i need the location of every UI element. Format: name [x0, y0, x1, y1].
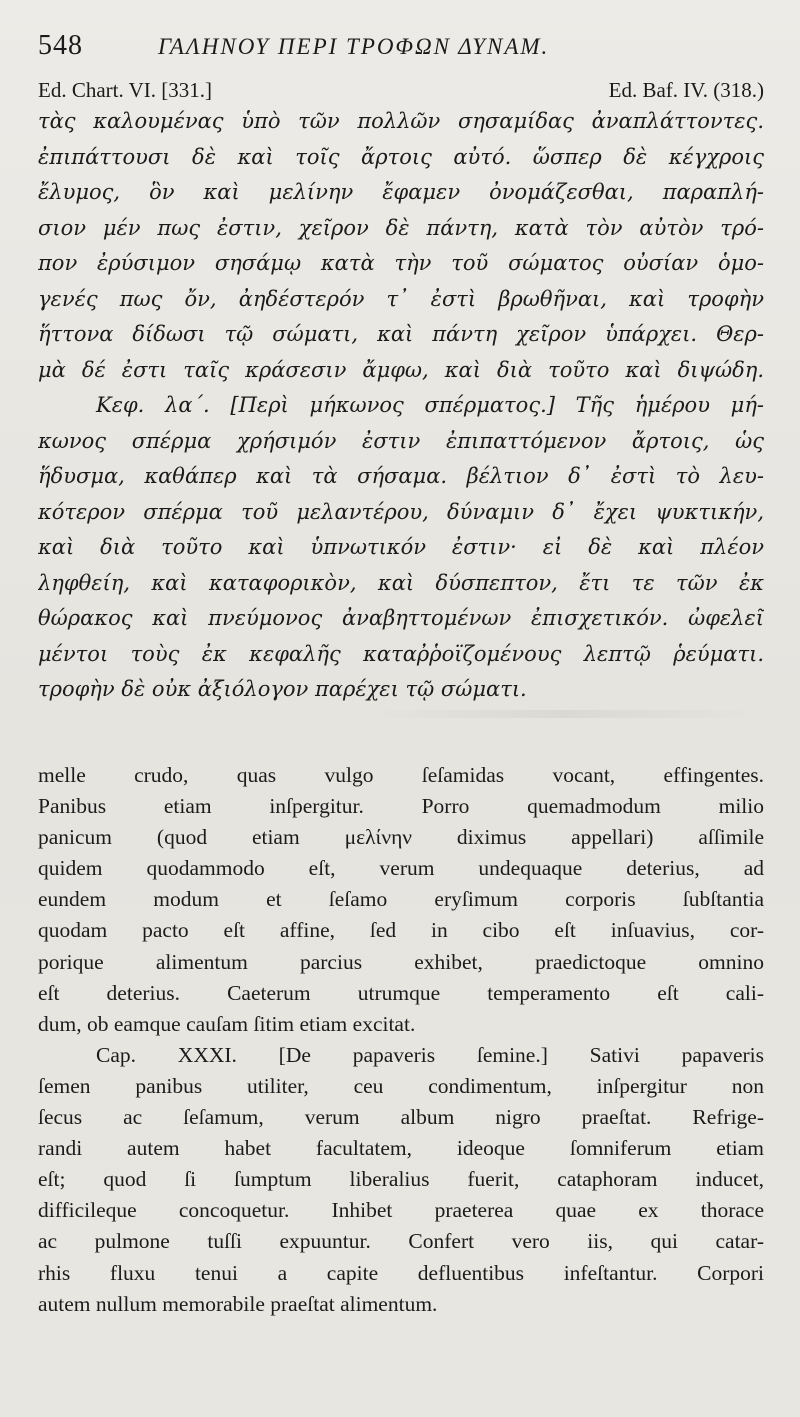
greek-line: θώρακος καὶ πνεύμονος ἀναβηττομένων ἐπισχετικόν. ὠφελεῖ [38, 606, 764, 630]
greek-line: ἐπιπάττουσι δὲ καὶ τοῖς ἄρτοις αὐτό. ὥσπερ δὲ κέγχροις [38, 144, 764, 169]
greek-line: καὶ διὰ τοῦτο καὶ ὑπνωτικόν ἐστιν· εἰ δὲ καὶ πλέον [38, 535, 764, 559]
greek-line: ἔλυμος, ὃν καὶ μελίνην ἔφαμεν ὀνομάζεσθαι, παραπλή- [38, 180, 764, 204]
latin-line: randi autem habet facultatem, ideoque ſomniferum etiam [38, 1136, 764, 1161]
latin-line: porique alimentum parcius exhibet, praedictoque omnino [38, 949, 764, 974]
running-title: ΓΑΛΗΝΟΥ ΠΕΡΙ ΤΡΟΦΩΝ ΔΥΝΑΜ. [158, 34, 550, 59]
greek-line: τὰς καλουμένας ὑπὸ τῶν πολλῶν σησαμίδας ἀναπλάττοντες. [38, 109, 764, 133]
edition-basel-reference: Ed. Baf. IV. (318.) [608, 78, 764, 102]
latin-line: ac pulmone tuſſi expuuntur. Confert vero iis, qui catar- [38, 1229, 764, 1254]
paper-smudge [368, 710, 758, 718]
greek-line: γενές πως ὄν, ἀηδέστερόν τ᾽ ἐστὶ βρωθῆναι, καὶ τροφὴν [38, 286, 764, 311]
greek-line: μέντοι τοὺς ἐκ κεφαλῆς καταῤῥοϊζομένους λεπτῷ ῥεύματι. [38, 641, 764, 666]
page-header [38, 30, 768, 64]
greek-line: ἥδυσμα, καθάπερ καὶ τὰ σήσαμα. βέλτιον δ᾽ ἐστὶ τὸ λευ- [38, 464, 764, 488]
latin-chapter-heading-line: Cap. XXXI. [De papaveris ſemine.] Sativi papaveris [96, 1042, 764, 1067]
latin-line: Panibus etiam inſpergitur. Porro quemadmodum milio [38, 794, 764, 819]
latin-line: eundem modum et ſeſamo eryſimum corporis ſubſtantia [38, 887, 764, 912]
edition-chart-reference: Ed. Chart. VI. [331.] [38, 78, 212, 102]
latin-line: panicum (quod etiam μελίνην diximus appellari) aſſimile [38, 825, 764, 850]
latin-line: rhis fluxu tenui a capite defluentibus infeſtantur. Corpori [38, 1260, 764, 1285]
latin-line: eſt; quod ſi ſumptum liberalius fuerit, cataphoram inducet, [38, 1167, 764, 1192]
latin-line: melle crudo, quas vulgo ſeſamidas vocant, effingentes. [38, 763, 764, 787]
latin-line: ſecus ac ſeſamum, verum album nigro praeſtat. Refrige- [38, 1105, 764, 1130]
page-number: 548 [38, 30, 83, 61]
greek-line: τροφὴν δὲ οὐκ ἀξιόλογον παρέχει τῷ σώματι. [38, 677, 527, 701]
greek-chapter-heading-line: Κεφ. λα΄. [Περὶ μήκωνος σπέρματος.] Τῆς ἡμέρου μή- [96, 393, 764, 417]
latin-line: autem nullum memorabile praeſtat alimentum. [38, 1291, 438, 1316]
latin-line: dum, ob eamque cauſam ſitim etiam excitat. [38, 1011, 416, 1036]
latin-text-block [38, 760, 764, 1320]
latin-line: difficileque concoquetur. Inhibet praeterea quae ex thorace [38, 1198, 764, 1223]
greek-line: κότερον σπέρμα τοῦ μελαντέρου, δύναμιν δ᾽ ἔχει ψυκτικήν, [38, 499, 764, 524]
greek-line: σιον μέν πως ἐστιν, χεῖρον δὲ πάντη, κατὰ τὸν αὐτὸν τρό- [38, 215, 764, 240]
greek-text-block [38, 104, 764, 708]
latin-line: ſemen panibus utiliter, ceu condimentum, inſpergitur non [38, 1073, 764, 1098]
latin-line: quidem quodammodo eſt, verum undequaque deterius, ad [38, 856, 764, 881]
greek-line: ἥττονα δίδωσι τῷ σώματι, καὶ πάντη χεῖρον ὑπάρχει. Θερ- [38, 322, 764, 346]
latin-line: eſt deterius. Caeterum utrumque temperamento eſt cali- [38, 980, 764, 1005]
greek-line: πον ἐρύσιμον σησάμῳ κατὰ τὴν τοῦ σώματος οὐσίαν ὁμο- [38, 251, 764, 275]
bleed-through-gap [38, 700, 764, 760]
latin-line: quodam pacto eſt affine, ſed in cibo eſt inſuavius, cor- [38, 918, 764, 943]
edition-references [38, 78, 764, 106]
greek-line: ληφθείη, καὶ καταφορικὸν, καὶ δύσπεπτον, ἔτι τε τῶν ἐκ [38, 570, 764, 595]
greek-line: κωνος σπέρμα χρήσιμόν ἐστιν ἐπιπαττόμενον ἄρτοις, ὡς [38, 428, 764, 453]
greek-line: μὰ δέ ἐστι ταῖς κράσεσιν ἄμφω, καὶ διὰ τοῦτο καὶ διψώδη. [38, 357, 764, 382]
